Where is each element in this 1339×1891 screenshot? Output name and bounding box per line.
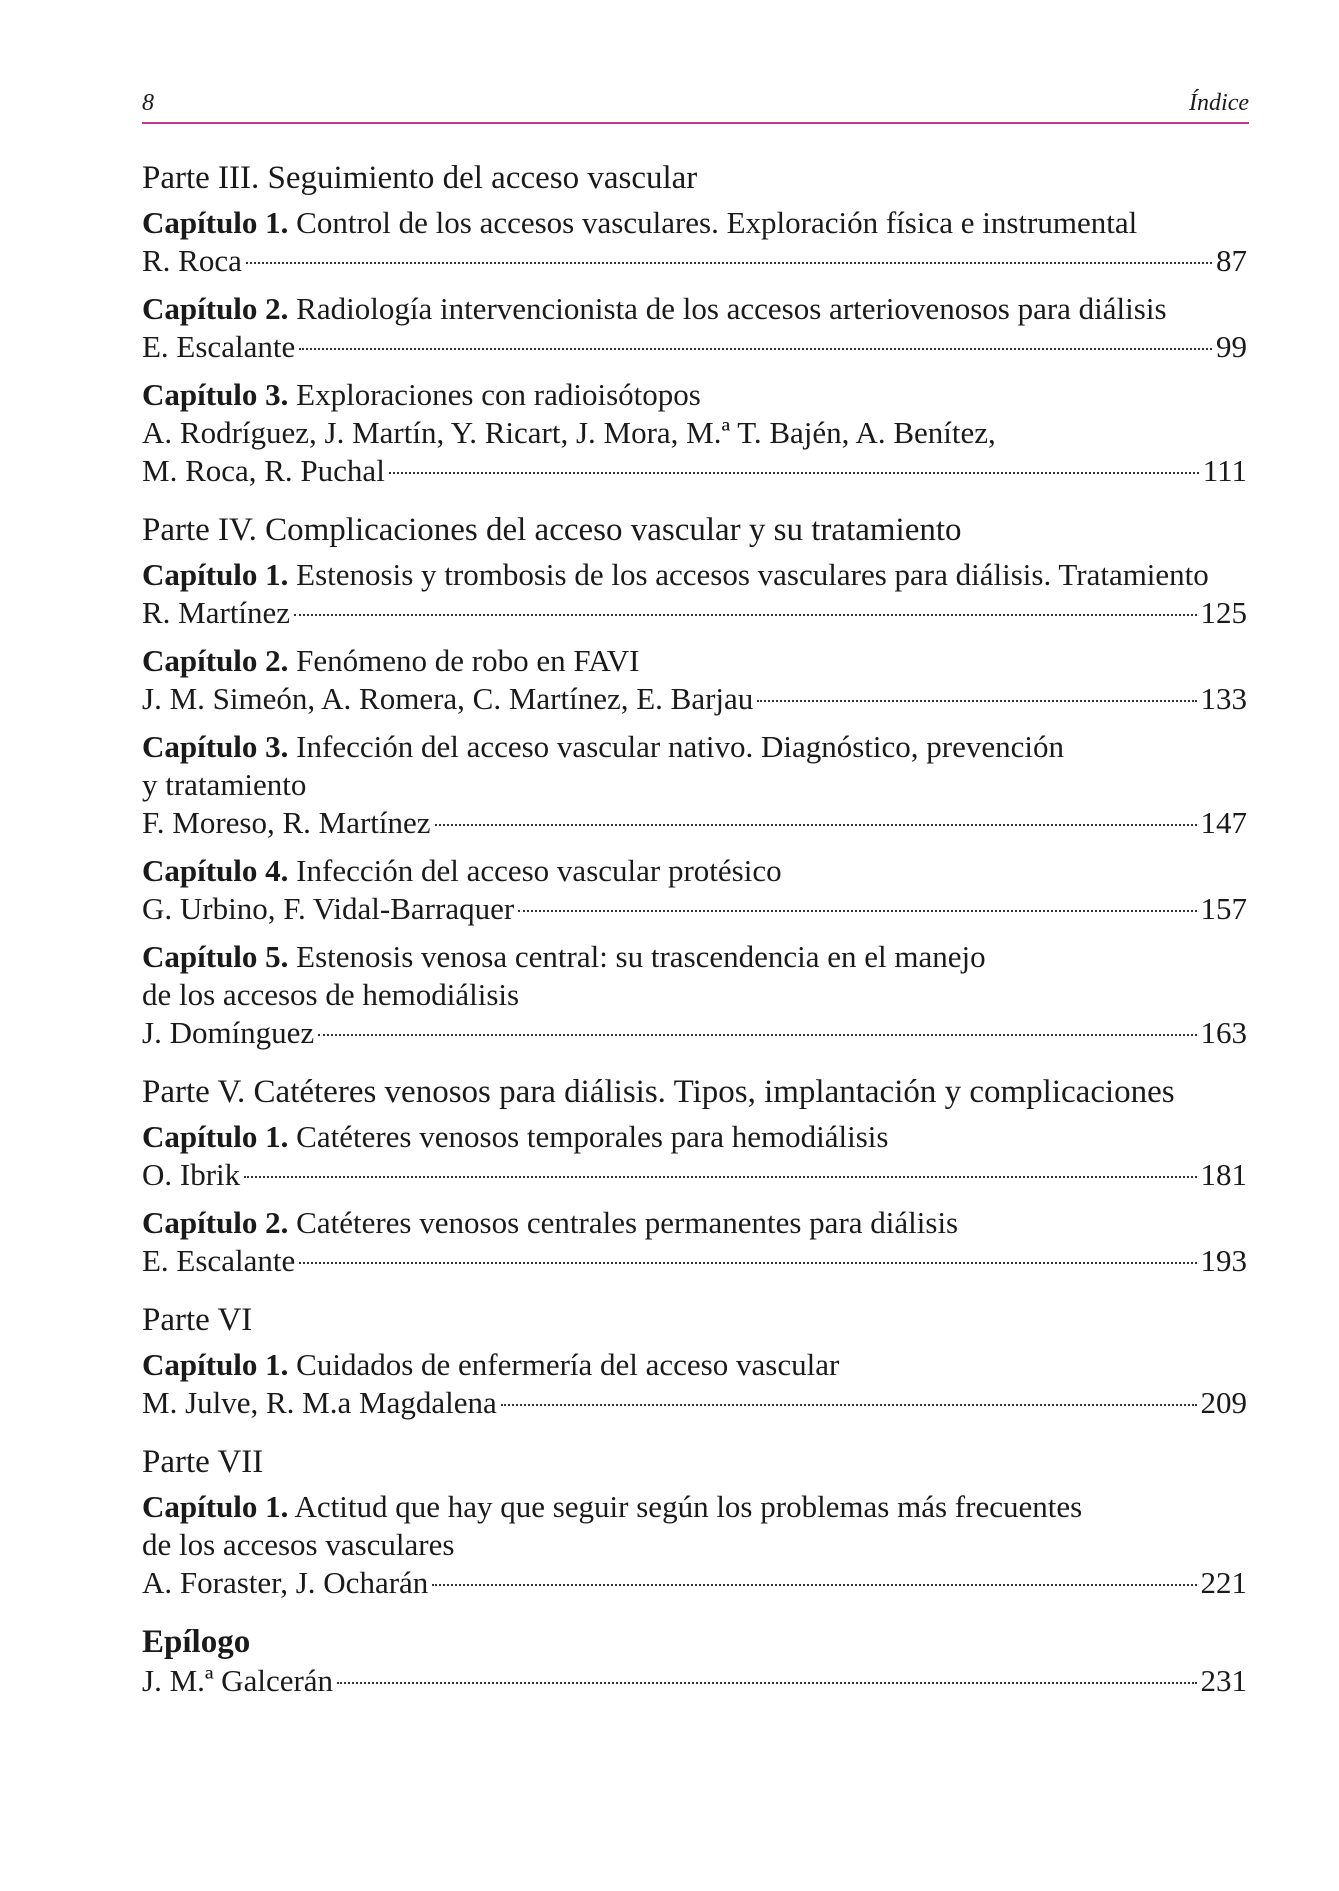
chapter-title-line [142,1118,1247,1156]
part-title: Parte VI [142,1302,253,1338]
page-number-ref: 163 [1200,1015,1247,1050]
toc-part [142,1072,1247,1280]
chapter-label: Capítulo 1. [142,557,289,592]
chapter-authors: M. Roca, R. Puchal [142,453,385,488]
authors-page-line [142,1014,1247,1052]
chapter-title-line [142,1204,1247,1242]
chapter-label: Capítulo 1. [142,1347,289,1382]
chapter-title: Radiología intervencionista de los accesos arteriovenosos para diálisis [296,291,1167,326]
chapter-title: Catéteres venosos centrales permanentes para diálisis [296,1205,959,1240]
toc-part [142,1300,1247,1422]
chapter-title-line [142,290,1247,328]
chapter-label: Capítulo 5. [142,939,289,974]
dot-leader [337,1682,1196,1684]
toc-chapter-entry[interactable] [142,938,1247,1052]
authors-page-line [142,890,1247,928]
chapter-title: Exploraciones con radioisótopos [296,377,701,412]
dot-leader [757,700,1196,702]
chapter-title: de los accesos vasculares [142,1527,455,1562]
page-number-ref: 111 [1202,453,1247,488]
toc-chapter-entry[interactable] [142,852,1247,928]
chapter-authors: R. Martínez [142,595,291,630]
toc-chapter-entry[interactable] [142,642,1247,718]
dot-leader [318,1034,1196,1036]
toc-chapter-entry[interactable] [142,1204,1247,1280]
toc-part [142,158,1247,490]
dot-leader [435,824,1197,826]
dot-leader [299,348,1212,350]
chapter-title-line [142,976,1247,1014]
chapter-title-line [142,852,1247,890]
toc-chapter-entry[interactable] [142,556,1247,632]
chapter-label: Capítulo 2. [142,291,289,326]
page-number-ref: 157 [1200,891,1247,926]
authors-page-line [142,1384,1247,1422]
chapter-label: Capítulo 1. [142,1489,289,1524]
part-title: Parte VII [142,1444,264,1480]
page-number-ref: 221 [1200,1565,1247,1600]
chapter-title-line [142,204,1247,242]
chapter-authors: A. Foraster, J. Ocharán [142,1565,429,1600]
toc-chapter-entry[interactable] [142,1488,1247,1602]
toc-chapter-entry[interactable] [142,1118,1247,1194]
chapter-title-line [142,376,1247,414]
part-title: Parte IV. Complicaciones del acceso vascular y su tratamiento [142,512,962,548]
chapter-authors: R. Roca [142,243,242,278]
dot-leader [294,614,1196,616]
epilogue-title: Epílogo [142,1624,251,1660]
chapter-title-line [142,642,1247,680]
page-number-ref: 99 [1216,329,1247,364]
chapter-label: Capítulo 4. [142,853,289,888]
chapter-title: Cuidados de enfermería del acceso vascular [296,1347,840,1382]
toc-part [142,1442,1247,1602]
chapter-title: y tratamiento [142,767,307,802]
authors-page-line [142,452,1247,490]
chapter-authors: M. Julve, R. M.a Magdalena [142,1385,497,1420]
chapter-title-line [142,938,1247,976]
chapter-authors: O. Ibrik [142,1157,241,1192]
page-number: 8 [142,90,154,116]
toc-chapter-entry[interactable] [142,204,1247,280]
chapter-title: Infección del acceso vascular protésico [296,853,782,888]
dot-leader [432,1584,1196,1586]
toc-chapter-entry[interactable] [142,290,1247,366]
part-title: Parte III. Seguimiento del acceso vascular [142,160,698,196]
chapter-title: de los accesos de hemodiálisis [142,977,520,1012]
page-number-ref: 87 [1216,243,1247,278]
page-number-ref: 147 [1200,805,1247,840]
chapter-label: Capítulo 3. [142,377,289,412]
chapter-label: Capítulo 3. [142,729,289,764]
chapter-authors: E. Escalante [142,1243,296,1278]
authors-page-line [142,1242,1247,1280]
chapter-title: Infección del acceso vascular nativo. Diagnóstico, prevención [296,729,1064,764]
dot-leader [244,1176,1196,1178]
authors-page-line [142,1564,1247,1602]
page-header [142,86,1249,124]
dot-leader [518,910,1196,912]
chapter-title-line [142,766,1247,804]
chapter-title-line [142,728,1247,766]
chapter-label: Capítulo 2. [142,643,289,678]
page-number-ref: 231 [1200,1663,1247,1698]
table-of-contents [142,158,1247,1720]
chapter-authors: G. Urbino, F. Vidal-Barraquer [142,891,515,926]
chapter-title: Control de los accesos vasculares. Exploración física e instrumental [296,205,1138,240]
chapter-authors: J. M. Simeón, A. Romera, C. Martínez, E. Barjau [142,681,754,716]
chapter-authors: E. Escalante [142,329,296,364]
page-number-ref: 193 [1200,1243,1247,1278]
authors-page-line [142,328,1247,366]
authors-page-line [142,242,1247,280]
dot-leader [246,262,1212,264]
page-number-ref: 209 [1200,1385,1247,1420]
toc-epilogue[interactable] [142,1622,1247,1700]
page-number-ref: 125 [1200,595,1247,630]
section-title: Índice [1189,90,1249,116]
authors-page-line [142,680,1247,718]
chapter-label: Capítulo 1. [142,205,289,240]
authors-page-line [142,1156,1247,1194]
chapter-title: Fenómeno de robo en FAVI [296,643,640,678]
dot-leader [501,1404,1197,1406]
page-number-ref: 181 [1200,1157,1247,1192]
toc-chapter-entry[interactable] [142,1346,1247,1422]
chapter-authors: F. Moreso, R. Martínez [142,805,431,840]
toc-part [142,510,1247,1052]
chapter-title: Estenosis y trombosis de los accesos vasculares para diálisis. Tratamiento [296,557,1209,592]
dot-leader [389,472,1199,474]
chapter-title: Actitud que hay que seguir según los problemas más frecuentes [294,1489,1083,1524]
chapter-authors-line: A. Rodríguez, J. Martín, Y. Ricart, J. Mora, M.ª T. Bajén, A. Benítez, [142,415,996,450]
dot-leader [299,1262,1196,1264]
chapter-title-line [142,1346,1247,1384]
chapter-title: Catéteres venosos temporales para hemodiálisis [296,1119,889,1154]
toc-chapter-entry[interactable] [142,728,1247,842]
toc-chapter-entry[interactable] [142,376,1247,490]
chapter-label: Capítulo 1. [142,1119,289,1154]
chapter-label: Capítulo 2. [142,1205,289,1240]
page-number-ref: 133 [1200,681,1247,716]
authors-page-line [142,804,1247,842]
chapter-title: Estenosis venosa central: su trascendencia en el manejo [296,939,986,974]
authors-page-line [142,594,1247,632]
chapter-title-line [142,556,1247,594]
part-title: Parte V. Catéteres venosos para diálisis. Tipos, implantación y complicaciones [142,1074,1175,1110]
authors-page-line [142,1662,1247,1700]
epilogue-authors: J. M.ª Galcerán [142,1663,334,1698]
chapter-authors: J. Domínguez [142,1015,315,1050]
chapter-title-line [142,1488,1247,1526]
chapter-title-line [142,1526,1247,1564]
